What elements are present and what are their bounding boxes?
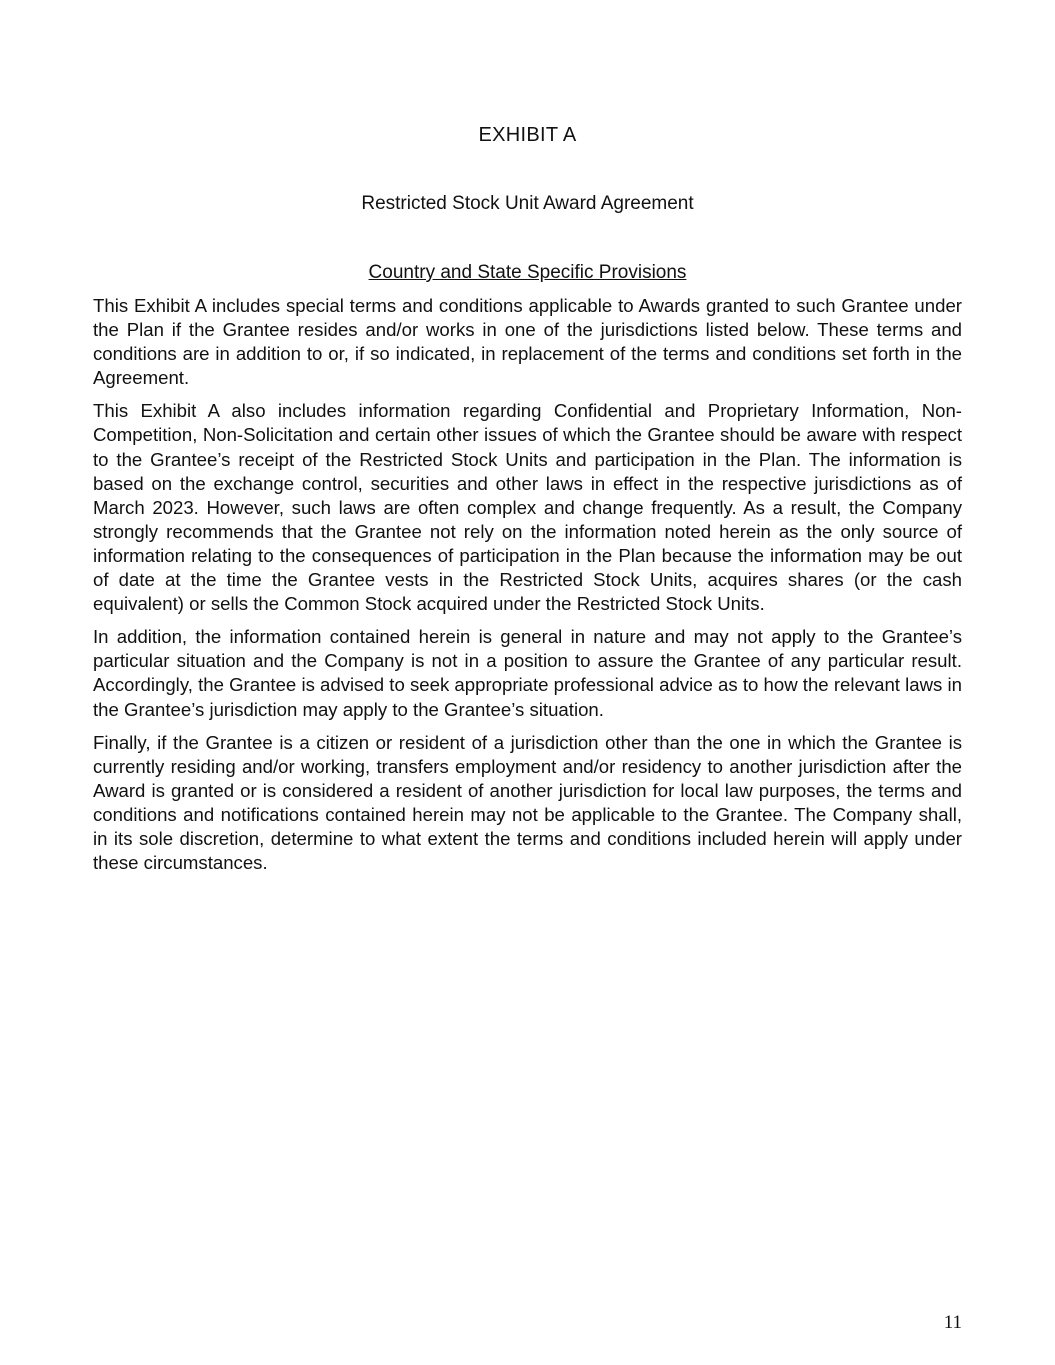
paragraph-information: This Exhibit A also includes information regarding Confidential and Proprietary Information, Non-Competition, Non-Solicitation and certain other issues of which the Grantee should be aware with respect to the Grantee’s receipt of the Restricted Stock Units and participation in the Plan. The information is based on the exchange control, securities and other laws in effect in the respective jurisdictions as of March 2023. However, such laws are often complex and change frequently. As a result, the Company strongly recommends that the Grantee not rely on the information noted herein as the only source of information relating to the consequences of participation in the Plan because the information may be out of date at the time the Grantee vests in the Restricted Stock Units, acquires shares (or the cash equivalent) or sells the Common Stock acquired under the Restricted Stock Units. (93, 400, 962, 615)
section-heading-text: Country and State Specific Provisions (368, 262, 687, 283)
exhibit-title: EXHIBIT A (478, 124, 577, 146)
paragraph-general-nature: In addition, the information contained herein is general in nature and may not apply to the Grantee’s particular situation and the Company is not in a position to assure the Grantee of any particular result. Accordingly, the Grantee is advised to seek appropriate professional advice as to how the relevant laws in the Grantee’s jurisdiction may apply to the Grantee’s situation. (93, 626, 962, 720)
section-heading (0, 262, 1055, 284)
page-number: 11 (943, 1312, 962, 1333)
document-body (93, 294, 962, 884)
agreement-subtitle: Restricted Stock Unit Award Agreement (361, 193, 694, 214)
paragraph-relocation: Finally, if the Grantee is a citizen or resident of a jurisdiction other than the one in which the Grantee is currently residing and/or working, transfers employment and/or residency to another jurisdiction after the Award is granted or is considered a resident of another jurisdiction for local law purposes, the terms and conditions and notifications contained herein may not be applicable to the Grantee. The Company shall, in its sole discretion, determine to what extent the terms and conditions included herein will apply under these circumstances. (93, 731, 962, 874)
paragraph-scope: This Exhibit A includes special terms and conditions applicable to Awards granted to such Grantee under the Plan if the Grantee resides and/or works in one of the jurisdictions listed below. These terms and conditions are in addition to or, if so indicated, in replacement of the terms and conditions set forth in the Agreement. (93, 295, 962, 389)
